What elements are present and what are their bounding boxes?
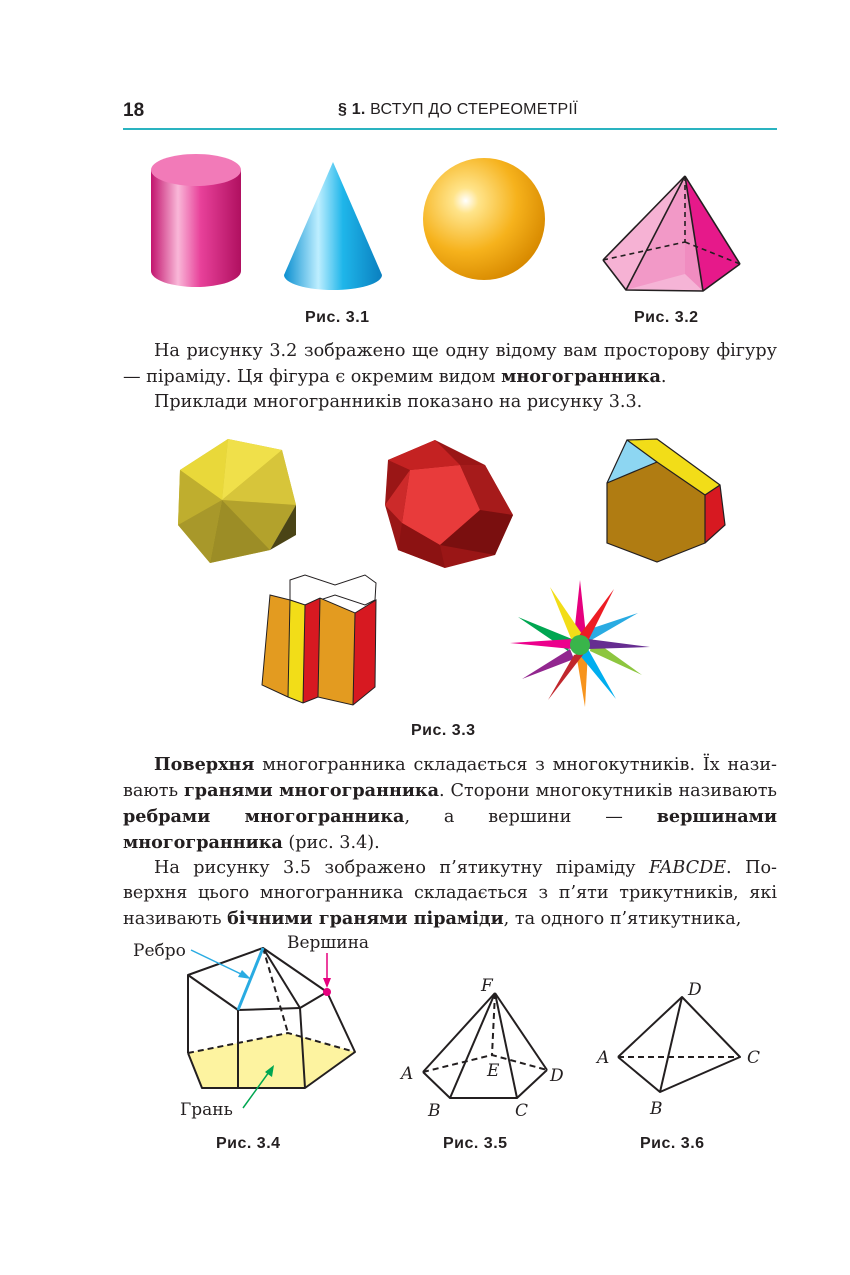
term-polyhedron: многогранника <box>501 366 661 387</box>
icosahedron-shape <box>178 439 296 563</box>
term-surface: Поверхня <box>154 754 255 775</box>
fig-3-6-caption: Рис. 3.6 <box>640 1135 705 1152</box>
paragraph-pentagonal-pyramid: На рисунку 3.5 зображено п’ятикутну піраміду FABCDE. Поверхня цього многогранника складається з п’яти трикутників, які називають бічними гранями піраміди, та одного п’ятикутника, <box>123 858 777 929</box>
fig-3-4-polyhedron <box>125 930 390 1125</box>
running-head <box>338 101 578 119</box>
term-faces: гранями многогранника <box>184 780 439 801</box>
vertex-label-c: C <box>747 1048 761 1068</box>
vertex-label: Вершина <box>287 933 370 953</box>
paragraph-examples: Приклади многогранників показано на рисунку 3.3. <box>154 392 643 412</box>
edge-pointer-arrow <box>191 950 251 979</box>
paragraph-definitions <box>123 752 777 932</box>
vertex-label-e: E <box>487 1061 500 1081</box>
paragraph-intro <box>123 339 777 415</box>
sphere-shape <box>423 158 545 280</box>
fig-3-1-solids <box>140 145 560 305</box>
term-lateral-faces: бічними гранями піраміди <box>227 908 504 929</box>
fig-3-5-pyramid <box>395 970 580 1125</box>
paragraph-pyramid: На рисунку 3.2 зображено ще одну відому вам просторову фігуру — піраміду. Ця фігура є окремим видом многогранника. <box>123 341 777 387</box>
fig-3-5-caption: Рис. 3.5 <box>443 1135 508 1152</box>
vertex-label-d: D <box>550 1066 564 1086</box>
vertex-pointer-arrow <box>323 953 331 988</box>
vertex-label-a: A <box>597 1048 610 1068</box>
stellated-polyhedron-shape <box>510 580 650 707</box>
highlighted-vertex <box>323 988 331 996</box>
section-mark: § 1. <box>338 101 366 118</box>
term-edges: ребрами многогранника <box>123 806 405 827</box>
vertex-label-d: D <box>688 980 702 1000</box>
dodecahedron-shape <box>385 440 513 568</box>
vertex-label-f: F <box>481 976 493 996</box>
cone-shape <box>284 162 382 290</box>
section-title: ВСТУП ДО СТЕРЕОМЕТРІЇ <box>370 101 578 118</box>
fig-3-1-caption: Рис. 3.1 <box>305 309 370 326</box>
paragraph-surface: Поверхня многогранника складається з многокутників. Їх називають гранями многогранника. Сторони многокутників називають ребрами многогранника, а вершини — вершинами многогранника (рис. 3.4). <box>123 754 778 853</box>
vertex-label-b: B <box>650 1099 663 1119</box>
fig-3-3-polyhedra <box>170 435 735 710</box>
pyramid-name: FABCDE <box>648 858 727 878</box>
fig-3-2-caption: Рис. 3.2 <box>634 309 699 326</box>
term-vertices: вершинами многогранника <box>123 806 777 853</box>
fig-3-3-caption: Рис. 3.3 <box>411 722 476 739</box>
edge-label: Ребро <box>133 941 186 961</box>
face-label: Грань <box>180 1100 233 1120</box>
highlighted-edge <box>238 948 263 1010</box>
fig-3-2-pyramid <box>598 170 748 295</box>
vertex-label-a: A <box>401 1064 414 1084</box>
header-rule <box>123 128 777 130</box>
page-number: 18 <box>123 100 145 121</box>
truncated-tetrahedron-shape <box>607 439 725 562</box>
vertex-label-c: C <box>515 1101 529 1121</box>
fig-3-4-caption: Рис. 3.4 <box>216 1135 281 1152</box>
vertex-label-b: B <box>428 1101 441 1121</box>
compound-prism-shape <box>262 575 376 705</box>
fig-3-6-tetrahedron <box>590 975 770 1125</box>
cylinder-shape <box>151 154 241 287</box>
